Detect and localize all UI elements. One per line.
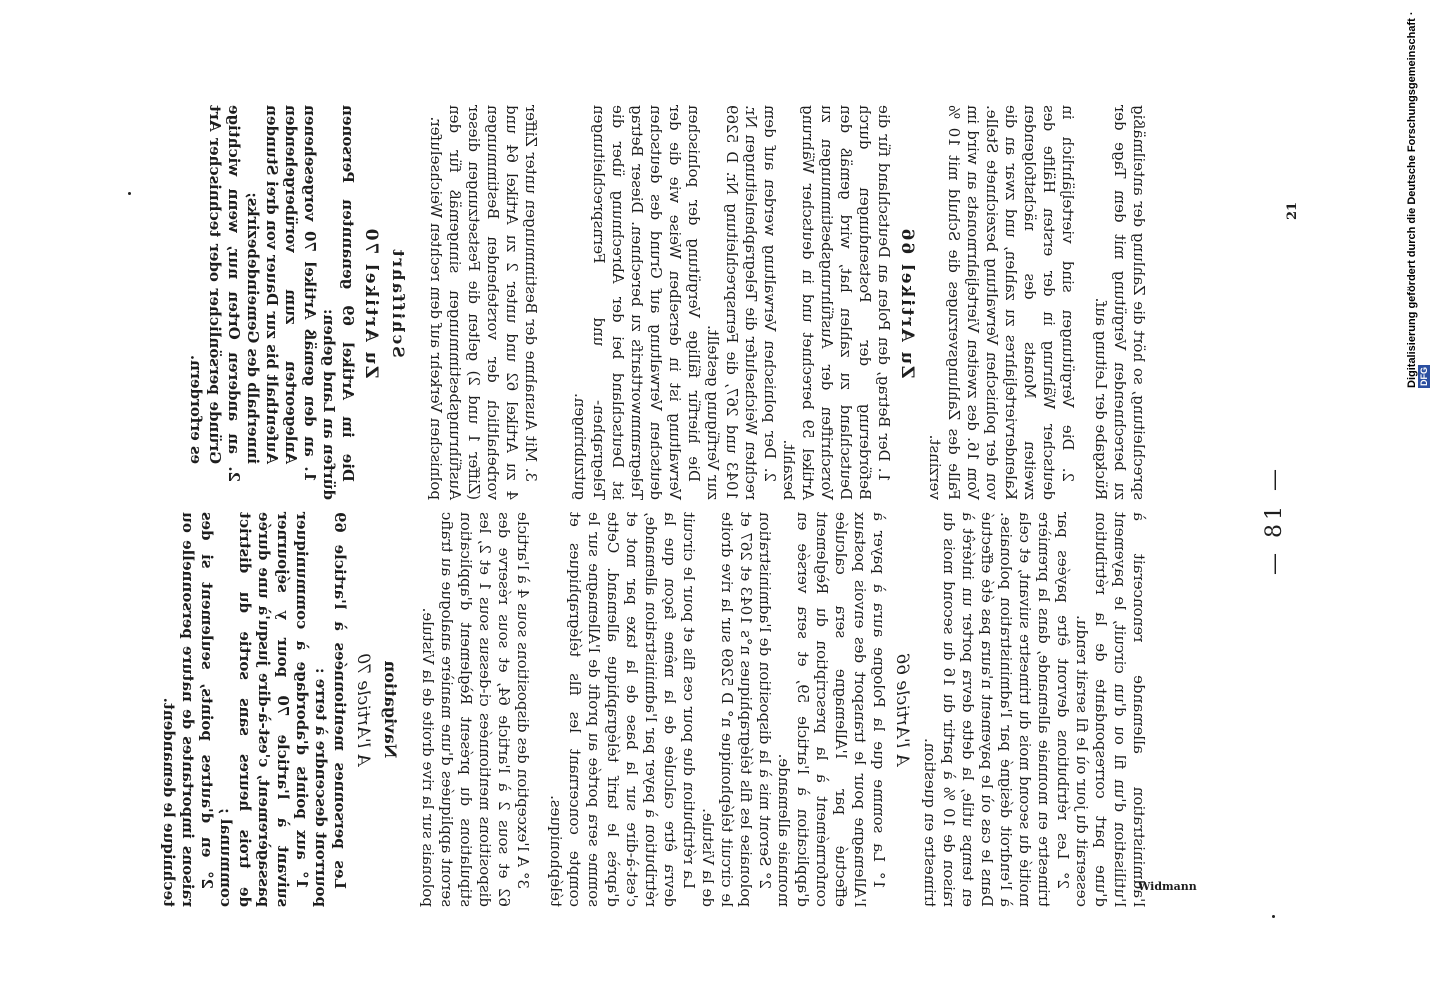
de-paragraph: Die im Artikel 69 genannten Personen dürfen an Land gehen: (320, 105, 357, 500)
scan-speck (1272, 915, 1275, 918)
credit-text: Digitalisierung gefördert durch die Deutsche Forschungsgemeinschaft · (1406, 11, 1418, 388)
dfg-logo: DFG (1419, 367, 1429, 386)
fr-paragraph: 1° aux points d'abordage à communiquer suivant à l'article 70 pour y séjourner passagèrement, c'est-à-dire jusqu'à une durée de trois heures sans sortie du district communal ; (217, 512, 311, 907)
de-paragraph: Die hierfür fällige Vergütung der polnischen Verwaltung ist in derselben Weise wie die der deutschen Verwaltung auf Grund des deutschen Telegrammworttarifs zu berechnen. Dieser Betrag ist Deutschland bei der Abrechnung über die Telegraphen- und Fernsprechleitungen gutzubringen. (571, 105, 703, 500)
fr-paragraph: l'administration allemande renoncerait à l'utilisation d'un fil ou d'un circuit, le payement d'une part correspondante de la rétribution cesserait du jour où le fil serait rendu. (1073, 512, 1148, 907)
fr-paragraph: La rétribution due pour ces fils et pour le circuit devra être calculée de la même façon que la rétribution à payer par l'administration allemande, c'est-à-dire sur la base de la taxe par mot et d'après le tarif télégraphique allemand. Cette somme sera portée au profit de l'Allemagne sur le compte concernant les fils télégraphiques et téléphoniques. (547, 512, 698, 907)
page-number: — 81 — (1262, 465, 1287, 575)
de-paragraph: 2. Die Vergütungen sind vierteljährlich in deutscher Währung in der ersten Hälfte des zweiten Monats des nächstfolgenden Kalendervierteljahres zu zahlen, und zwar an die von der polnischen Verwaltung bezeichnete Stelle. Vom 16. des zweiten Vierteljahrmonats an wird im Falle des Zahlungsverzuges die Schuld mit 10 % verzinst. (926, 105, 1077, 500)
fr-paragraph: 3° A l'exception des dispositions sous 4 à l'article 62 et sous 2 à l'article 64, et sous réserve des dispositions mentionnées ci-dessus sous 1 et 2, les stipulations du présent Règlement d'application seront appliquées d'une manière analogue au trafic polonais sur la rive droite de la Vistule. (419, 512, 532, 907)
de-paragraph: 3. Mit Ausnahme der Bestimmungen unter Ziffer 4 zu Artikel 62 und unter 2 zu Artikel 64 und vorbehaltlich der vorstehenden Bestimmungen (Ziffer 1 und 2) gelten die Festsetzungen dieser Ausführungsbestimmungen sinngemäß für den polnischen Verkehr auf dem rechten Weichselufer. (427, 105, 540, 500)
de-list-item: 2. an anderen Orten nur, wenn wichtige Gründe persönlicher oder technischer Art es erfordern. (187, 105, 243, 482)
fr-paragraph: 2° Les rétributions devront être payées par trimestre en monnaie allemande, dans la première moitié du second mois du trimestre suivant, et cela à l'endroit désigné par l'administration polonaise. Dans le cas où le payement n'aura pas été effectué en temps utile, la dette devra porter un intérêt à raison de 10 % à partir du 16 du second mois du trimestre en question. (921, 512, 1072, 907)
fr-paragraph: 1° La somme que la Pologne aura à payer à l'Allemagne pour le transport des envois postaux effectué par l'Allemagne sera calculée conformément à la prescription du Règlement d'application à l'article 59, et sera versée en monnaie allemande. (775, 512, 888, 907)
de-list-item: 1. an den gemäß Artikel 70 vorgesehenen Anlegeorten zum vorübergehenden Aufenthalt bis zur Dauer von drei Stunden innerhalb des Gemeindebezirks; (244, 105, 319, 482)
fr-paragraph: 2° Seront mis à la disposition de l'administration polonaise les fils télégraphiques n°s 1043 et 267 et le circuit téléphonique n° D 5269 sur la rive droite de la Vistule. (699, 512, 774, 907)
de-paragraph: 2. Der polnischen Verwaltung werden auf dem rechten Weichselufer die Telegraphenleitungen Nr. 1043 und 267, die Fernsprechleitung Nr. D 5269 zur Verfügung gestellt. (704, 105, 779, 500)
sheet-mark: Widmann (1138, 880, 1197, 893)
german-column (186, 105, 1148, 500)
fr-heading-article-66: A l'Article 66 (892, 653, 912, 766)
fr-heading-article-70: A l'Article 70 (353, 653, 373, 766)
de-paragraph: sprechleitung, so hört die Zahlung der anteilmäßig zu berechnenden Vergütung mit dem Tage der Rückgabe der Leitung auf. (1092, 105, 1148, 500)
de-heading-navigation: Schiffahrt (389, 247, 408, 358)
de-paragraph: 1. Der Betrag, den Polen an Deutschland für die Beförderung der Postsendungen durch Deutschland zu zahlen hat, wird gemäß den Vorschriften der Ausführungsbestimmungen zu Artikel 59 berechnet und in deutscher Währung bezahlt. (780, 105, 893, 500)
french-column (159, 512, 1148, 907)
scan-speck (128, 192, 131, 195)
de-heading-article-66: Zu Artikel 66 (897, 226, 917, 379)
de-heading-article-70: Zu Artikel 70 (361, 226, 381, 379)
fr-heading-navigation: Navigation (381, 660, 400, 759)
fr-paragraph: 2° en d'autres points, seulement si des raisons importantes de nature personnelle ou technique le demandent. (160, 512, 216, 907)
digitization-credit (1406, 8, 1430, 388)
fr-paragraph: Les personnes mentionnées à l'article 69 pourront descendre à terre : (312, 512, 349, 907)
bottom-page-number: 21 (1285, 201, 1300, 220)
